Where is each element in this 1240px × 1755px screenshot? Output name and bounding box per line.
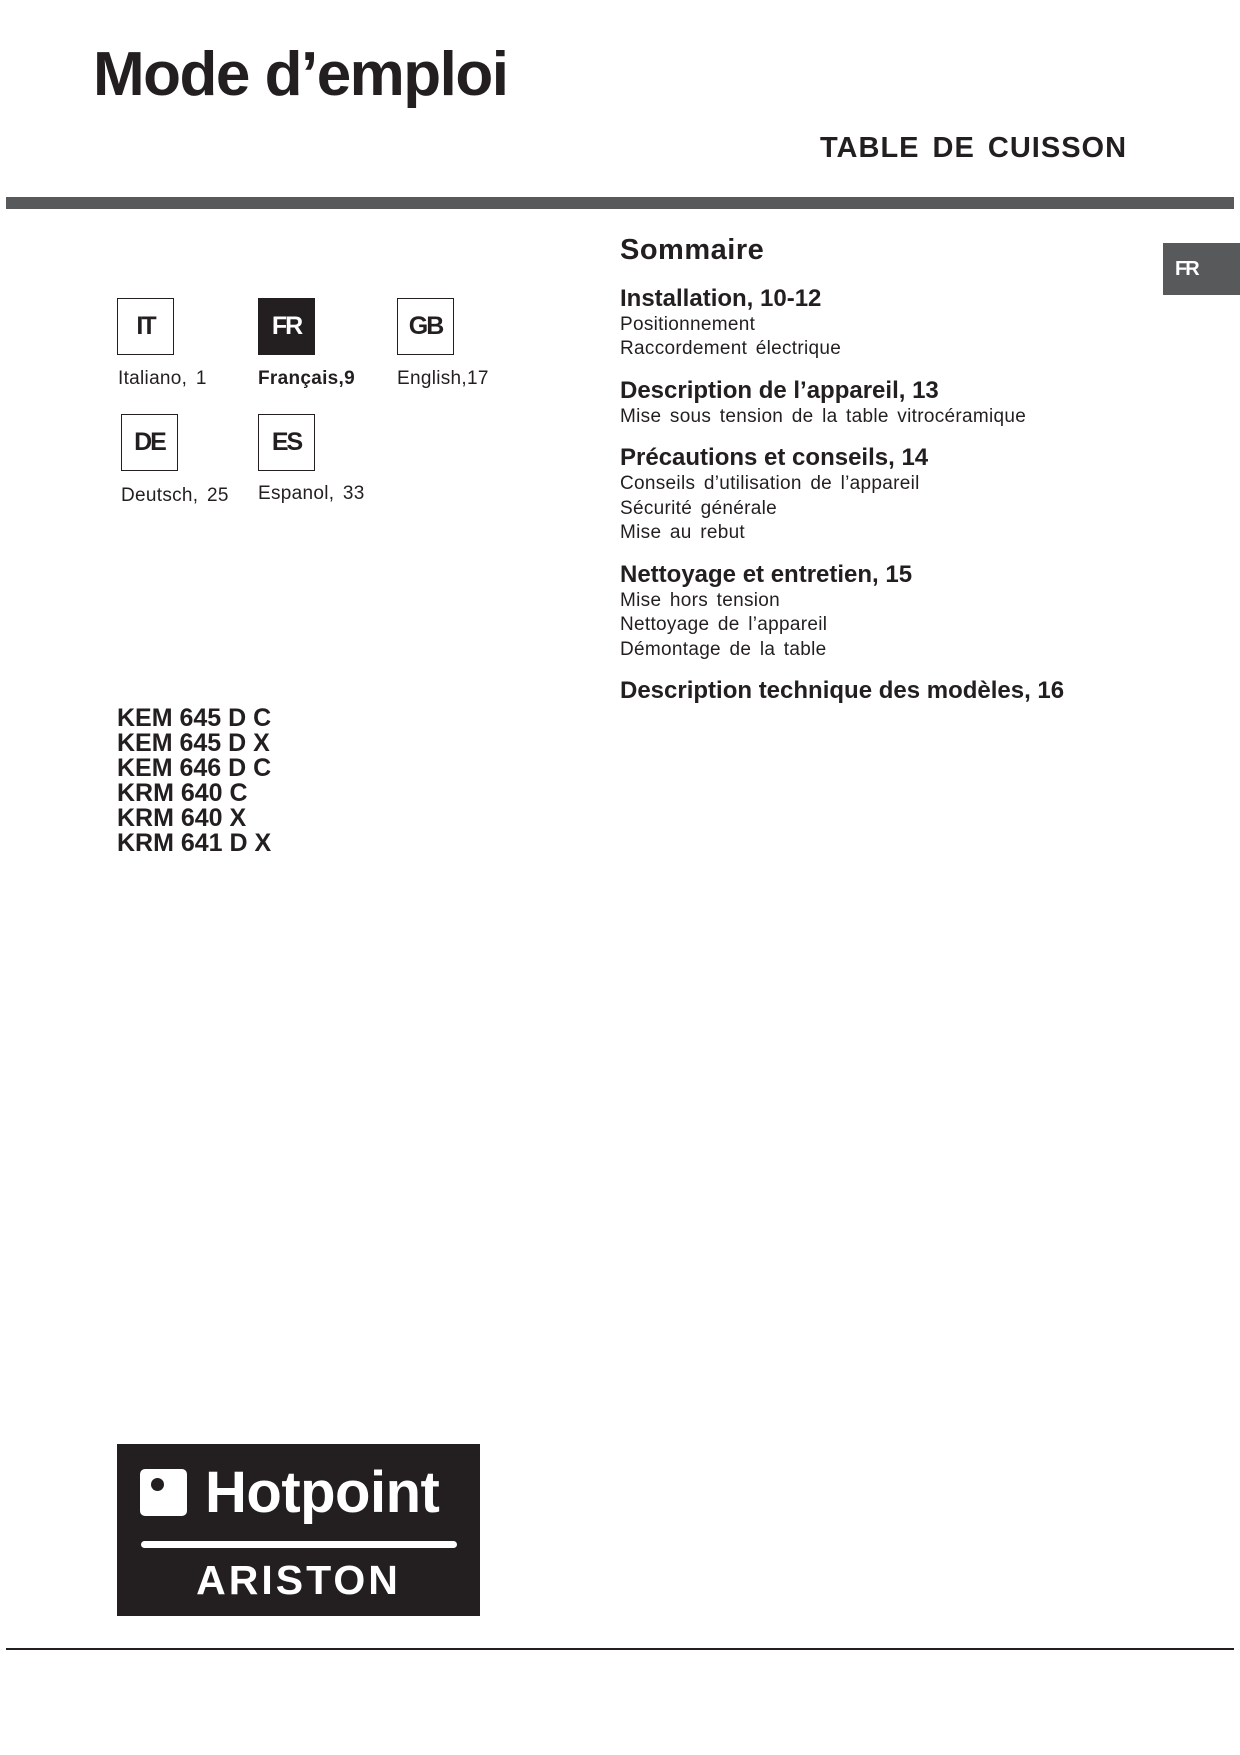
toc-heading: Nettoyage et entretien, 15 bbox=[620, 560, 913, 588]
toc-title: Sommaire bbox=[620, 234, 765, 266]
language-label-fr: Français,9 bbox=[258, 368, 355, 389]
hotpoint-square-logo-icon bbox=[140, 1469, 187, 1516]
toc-section-nettoyage bbox=[620, 561, 1140, 663]
product-type: TABLE DE CUISSON bbox=[820, 132, 1128, 164]
toc-heading: Précautions et conseils, 14 bbox=[620, 444, 929, 472]
language-label-de: Deutsch, 25 bbox=[121, 485, 229, 506]
logo-divider bbox=[141, 1541, 457, 1548]
toc-item: Démontage de la table bbox=[620, 638, 827, 660]
model-item: KEM 646 D C bbox=[117, 754, 272, 782]
top-divider bbox=[6, 197, 1234, 209]
toc-heading: Description technique des modèles, 16 bbox=[620, 677, 1065, 705]
toc-item: Nettoyage de l’appareil bbox=[620, 614, 828, 636]
toc-item: Mise sous tension de la table vitrocéramique bbox=[620, 405, 1027, 427]
model-item: KRM 640 X bbox=[117, 804, 247, 832]
toc-section-technique bbox=[620, 677, 1140, 705]
model-list bbox=[117, 706, 271, 856]
table-of-contents bbox=[620, 233, 1140, 720]
toc-item: Mise hors tension bbox=[620, 589, 781, 611]
page-title: Mode d’emploi bbox=[93, 40, 508, 109]
toc-item: Conseils d’utilisation de l’appareil bbox=[620, 473, 920, 495]
model-item: KEM 645 D X bbox=[117, 729, 270, 757]
language-label-gb: English,17 bbox=[397, 368, 489, 389]
language-tab: FR bbox=[1163, 243, 1240, 295]
toc-item: Positionnement bbox=[620, 313, 756, 335]
toc-item: Raccordement électrique bbox=[620, 338, 842, 360]
language-box-it: IT bbox=[117, 298, 174, 355]
language-label-it: Italiano, 1 bbox=[118, 368, 207, 389]
toc-heading: Description de l’appareil, 13 bbox=[620, 376, 939, 404]
brand-sub: ARISTON bbox=[196, 1557, 401, 1603]
language-box-gb: GB bbox=[397, 298, 454, 355]
toc-heading: Installation, 10-12 bbox=[620, 284, 822, 312]
brand-name: Hotpoint bbox=[205, 1460, 440, 1525]
language-box-fr: FR bbox=[258, 298, 315, 355]
toc-section-description bbox=[620, 377, 1140, 430]
language-label-es: Espanol, 33 bbox=[258, 483, 365, 504]
model-item: KRM 641 D X bbox=[117, 829, 272, 857]
toc-item: Sécurité générale bbox=[620, 497, 778, 519]
toc-item: Mise au rebut bbox=[620, 522, 746, 544]
language-box-es: ES bbox=[258, 414, 315, 471]
bottom-divider bbox=[6, 1648, 1234, 1650]
toc-section-precautions bbox=[620, 444, 1140, 546]
language-box-de: DE bbox=[121, 414, 178, 471]
model-item: KEM 645 D C bbox=[117, 704, 272, 732]
brand-logo bbox=[117, 1444, 480, 1616]
toc-section-installation bbox=[620, 285, 1140, 362]
model-item: KRM 640 C bbox=[117, 779, 248, 807]
